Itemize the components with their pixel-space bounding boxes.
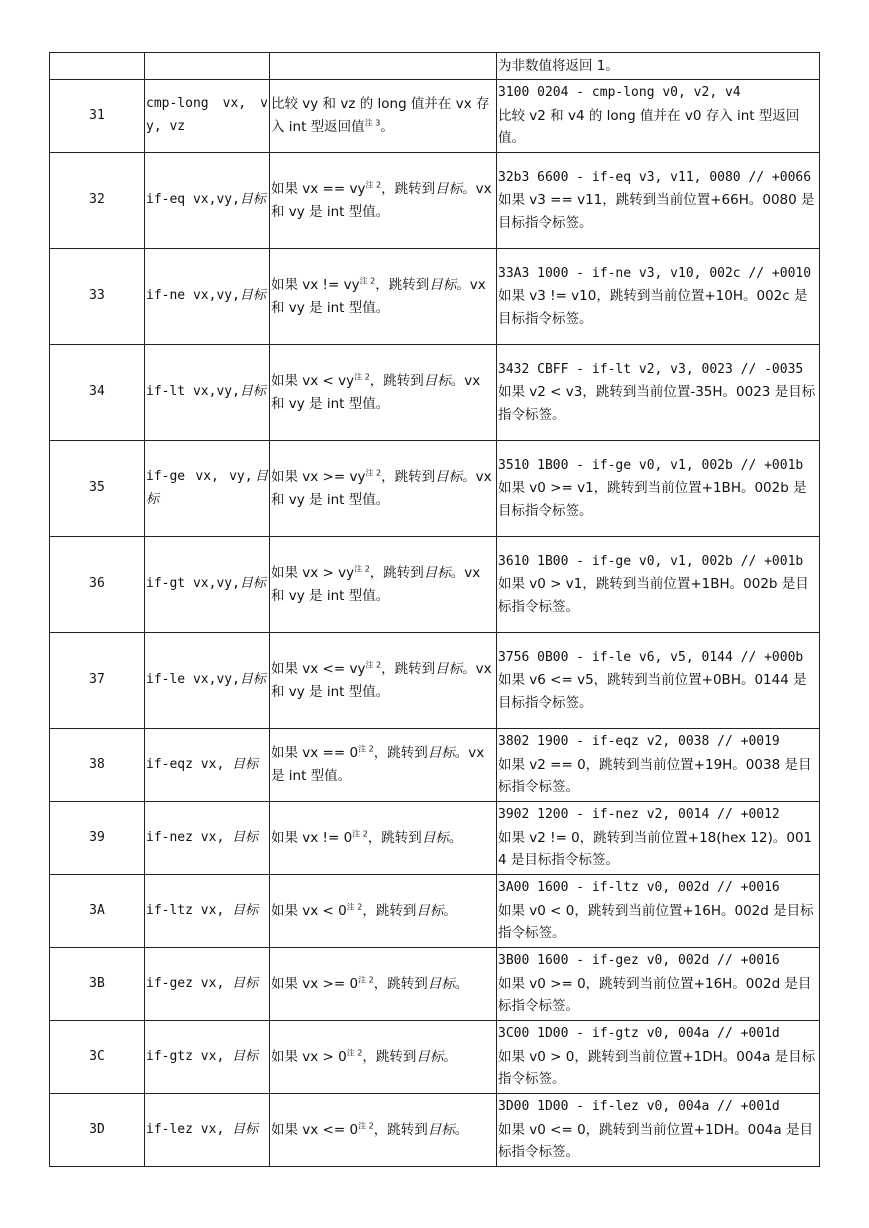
syntax-text: if-le vx,vy, bbox=[146, 672, 240, 688]
description-cell bbox=[270, 948, 497, 1021]
description-cell bbox=[270, 729, 497, 802]
description-cell bbox=[270, 80, 497, 153]
syntax-text: if-gez vx, bbox=[146, 975, 233, 991]
condition-text: 如果 vx > 0 bbox=[271, 1048, 347, 1065]
target-text: 目标 bbox=[423, 372, 451, 389]
description-tail: 。vx 和 vy 是 int 型值。 bbox=[271, 660, 492, 700]
footnote-mark: 注 2 bbox=[365, 660, 382, 670]
example-code: 32b3 6600 - if-eq v3, v11, 0080 // +0066 bbox=[498, 169, 812, 185]
table-row bbox=[50, 80, 820, 153]
jump-text: ，跳转到 bbox=[381, 468, 436, 485]
example-code: 3610 1B00 - if-ge v0, v1, 002b // +001b bbox=[498, 553, 804, 569]
target-text: 目标 bbox=[435, 180, 463, 197]
target-text: 目标 bbox=[427, 1121, 455, 1138]
target-text: 目标 bbox=[427, 975, 455, 992]
syntax-cell bbox=[145, 802, 270, 875]
jump-text: ，跳转到 bbox=[367, 829, 422, 846]
description-tail: 。vx 和 vy 是 int 型值。 bbox=[271, 276, 486, 316]
footnote-mark: 注 2 bbox=[358, 744, 374, 754]
example-text: 如果 v6 <= v5，跳转到当前位置+0BH。0144 是目标指令标签。 bbox=[498, 672, 807, 711]
syntax-cell bbox=[145, 53, 270, 80]
description-cell bbox=[270, 345, 497, 441]
example-cell bbox=[497, 729, 820, 802]
condition-text: 如果 vx >= 0 bbox=[271, 975, 359, 992]
syntax-target: 目标 bbox=[232, 975, 259, 991]
description-cell bbox=[270, 249, 497, 345]
description-tail: 。 bbox=[380, 119, 394, 135]
description-tail: 。vx 和 vy 是 int 型值。 bbox=[271, 468, 492, 508]
syntax-text: if-lez vx, bbox=[146, 1121, 233, 1137]
jump-text: ，跳转到 bbox=[373, 1121, 428, 1138]
example-cell bbox=[497, 948, 820, 1021]
footnote-mark: 注 2 bbox=[365, 180, 382, 190]
example-code: 3B00 1600 - if-gez v0, 002d // +0016 bbox=[498, 953, 780, 969]
description-tail: 。 bbox=[454, 1121, 469, 1138]
description-tail: 。vx 和 vy 是 int 型值。 bbox=[271, 564, 481, 604]
opcode-cell: 35 bbox=[50, 441, 145, 537]
condition-text: 如果 vx == vy bbox=[271, 180, 366, 197]
opcode-cell: 31 bbox=[50, 80, 145, 153]
description-tail: 。 bbox=[454, 975, 469, 992]
footnote-mark: 注 2 bbox=[354, 564, 370, 574]
syntax-target: 目标 bbox=[232, 829, 259, 845]
description-tail: 。 bbox=[448, 829, 463, 846]
description-cell bbox=[270, 441, 497, 537]
syntax-text: if-gtz vx, bbox=[146, 1048, 233, 1064]
syntax-cell bbox=[145, 633, 270, 729]
description-tail: 。 bbox=[443, 1048, 457, 1065]
description-cell bbox=[270, 53, 497, 80]
example-text: 如果 v2 < v3，跳转到当前位置-35H。0023 是目标指令标签。 bbox=[498, 384, 816, 423]
jump-text: ，跳转到 bbox=[381, 660, 436, 677]
syntax-target: 目标 bbox=[239, 384, 266, 400]
table-row bbox=[50, 1094, 820, 1167]
jump-text: ，跳转到 bbox=[362, 902, 417, 919]
table-row bbox=[50, 53, 820, 80]
syntax-target: 目标 bbox=[239, 192, 266, 208]
jump-text: ，跳转到 bbox=[373, 745, 428, 762]
condition-text: 如果 vx >= vy bbox=[271, 468, 366, 485]
footnote-mark: 注 3 bbox=[364, 118, 381, 128]
example-code: 3902 1200 - if-nez v2, 0014 // +0012 bbox=[498, 807, 780, 823]
example-text: 如果 v0 >= v1，跳转到当前位置+1BH。002b 是目标指令标签。 bbox=[498, 480, 807, 519]
description-cell bbox=[270, 633, 497, 729]
opcode-cell: 37 bbox=[50, 633, 145, 729]
example-code: 3432 CBFF - if-lt v2, v3, 0023 // -0035 bbox=[498, 361, 804, 377]
opcode-cell: 39 bbox=[50, 802, 145, 875]
jump-text: ，跳转到 bbox=[369, 372, 424, 389]
opcode-cell bbox=[50, 53, 145, 80]
description-cell bbox=[270, 153, 497, 249]
syntax-cell bbox=[145, 1094, 270, 1167]
footnote-mark: 注 2 bbox=[358, 975, 374, 985]
opcode-cell: 3A bbox=[50, 875, 145, 948]
example-cell: 为非数值将返回 1。 bbox=[497, 53, 820, 80]
opcode-cell: 3D bbox=[50, 1094, 145, 1167]
table-row bbox=[50, 153, 820, 249]
description-cell bbox=[270, 1021, 497, 1094]
example-text: 如果 v3 != v10，跳转到当前位置+10H。002c 是目标指令标签。 bbox=[498, 288, 808, 327]
jump-text: ，跳转到 bbox=[373, 975, 428, 992]
table-row bbox=[50, 633, 820, 729]
condition-text: 如果 vx < 0 bbox=[271, 902, 347, 919]
example-cell bbox=[497, 345, 820, 441]
table-row bbox=[50, 537, 820, 633]
syntax-cell bbox=[145, 1021, 270, 1094]
jump-text: ，跳转到 bbox=[369, 564, 424, 581]
description-cell bbox=[270, 802, 497, 875]
description-tail: 。vx 和 vy 是 int 型值。 bbox=[271, 372, 481, 412]
syntax-target: 目标 bbox=[232, 756, 259, 772]
example-cell bbox=[497, 633, 820, 729]
footnote-mark: 注 2 bbox=[365, 468, 382, 478]
example-cell bbox=[497, 1094, 820, 1167]
condition-text: 如果 vx == 0 bbox=[271, 745, 359, 762]
example-text: 如果 v0 > v1，跳转到当前位置+1BH。002b 是目标指令标签。 bbox=[498, 576, 809, 615]
syntax-target: 目标 bbox=[232, 1121, 259, 1137]
footnote-mark: 注 2 bbox=[359, 276, 376, 286]
syntax-text: if-nez vx, bbox=[146, 829, 233, 845]
syntax-target: 目标 bbox=[239, 576, 266, 592]
syntax-text: if-ge vx, vy, bbox=[146, 468, 253, 484]
target-text: 目标 bbox=[423, 564, 451, 581]
jump-text: ，跳转到 bbox=[375, 276, 430, 293]
footnote-mark: 注 2 bbox=[354, 372, 370, 382]
example-cell bbox=[497, 153, 820, 249]
description-text: 比较 vy 和 vz 的 long 值并在 vx 存入 int 型返回值 bbox=[271, 96, 490, 135]
table-row bbox=[50, 345, 820, 441]
example-text: 如果 v0 <= 0，跳转到当前位置+1DH。004a 是目标指令标签。 bbox=[498, 1121, 813, 1161]
example-cell bbox=[497, 441, 820, 537]
example-text: 如果 v0 >= 0，跳转到当前位置+16H。002d 是目标指令标签。 bbox=[498, 975, 812, 1015]
opcode-cell: 3B bbox=[50, 948, 145, 1021]
syntax-target: 目标 bbox=[232, 1048, 259, 1064]
example-code: 3A00 1600 - if-ltz v0, 002d // +0016 bbox=[498, 880, 780, 896]
example-text: 如果 v3 == v11，跳转到当前位置+66H。0080 是目标指令标签。 bbox=[498, 192, 815, 231]
example-text: 如果 v0 < 0，跳转到当前位置+16H。002d 是目标指令标签。 bbox=[498, 902, 814, 942]
condition-text: 如果 vx > vy bbox=[271, 564, 355, 581]
opcode-cell: 33 bbox=[50, 249, 145, 345]
jump-text: ，跳转到 bbox=[362, 1048, 417, 1065]
target-text: 目标 bbox=[427, 745, 455, 762]
opcode-cell: 32 bbox=[50, 153, 145, 249]
opcode-cell: 34 bbox=[50, 345, 145, 441]
syntax-cell bbox=[145, 875, 270, 948]
syntax-target: 目标 bbox=[239, 288, 266, 304]
syntax-cell bbox=[145, 537, 270, 633]
condition-text: 如果 vx <= vy bbox=[271, 660, 366, 677]
description-tail: 。vx 是 int 型值。 bbox=[271, 745, 485, 784]
example-code: 3756 0B00 - if-le v6, v5, 0144 // +000b bbox=[498, 649, 804, 665]
footnote-mark: 注 2 bbox=[346, 902, 363, 912]
syntax-cell bbox=[145, 153, 270, 249]
description-cell bbox=[270, 537, 497, 633]
footnote-mark: 注 2 bbox=[352, 829, 368, 839]
condition-text: 如果 vx <= 0 bbox=[271, 1121, 359, 1138]
example-cell bbox=[497, 875, 820, 948]
condition-text: 如果 vx != vy bbox=[271, 276, 360, 293]
example-code: 3C00 1D00 - if-gtz v0, 004a // +001d bbox=[498, 1026, 780, 1042]
condition-text: 如果 vx < vy bbox=[271, 372, 355, 389]
syntax-text: if-eqz vx, bbox=[146, 756, 233, 772]
target-text: 目标 bbox=[416, 902, 444, 919]
table-row bbox=[50, 729, 820, 802]
example-text: 如果 v0 > 0，跳转到当前位置+1DH。004a 是目标指令标签。 bbox=[498, 1048, 816, 1088]
target-text: 目标 bbox=[421, 829, 449, 846]
table-row bbox=[50, 948, 820, 1021]
syntax-target: 目标 bbox=[239, 672, 266, 688]
footnote-mark: 注 2 bbox=[358, 1121, 374, 1131]
example-code: 3510 1B00 - if-ge v0, v1, 002b // +001b bbox=[498, 457, 804, 473]
target-text: 目标 bbox=[435, 660, 463, 677]
syntax-cell: cmp-long vx, vy, vz bbox=[145, 80, 270, 153]
syntax-text: if-ltz vx, bbox=[146, 902, 233, 918]
example-text: 比较 v2 和 v4 的 long 值并在 v0 存入 int 型返回值。 bbox=[498, 107, 800, 147]
example-cell bbox=[497, 802, 820, 875]
opcode-table bbox=[49, 52, 820, 1167]
example-code: 3802 1900 - if-eqz v2, 0038 // +0019 bbox=[498, 734, 780, 750]
condition-text: 如果 vx != 0 bbox=[271, 829, 353, 846]
description-tail: 。vx 和 vy 是 int 型值。 bbox=[271, 180, 492, 220]
target-text: 目标 bbox=[429, 276, 457, 293]
example-cell bbox=[497, 537, 820, 633]
table-row bbox=[50, 875, 820, 948]
target-text: 目标 bbox=[416, 1048, 444, 1065]
table-row bbox=[50, 249, 820, 345]
syntax-cell bbox=[145, 345, 270, 441]
example-text: 如果 v2 != 0，跳转到当前位置+18(hex 12)。0014 是目标指令标签。 bbox=[498, 829, 813, 869]
table-row bbox=[50, 441, 820, 537]
syntax-cell bbox=[145, 441, 270, 537]
syntax-cell bbox=[145, 948, 270, 1021]
syntax-target: 目标 bbox=[146, 468, 268, 507]
opcode-cell: 38 bbox=[50, 729, 145, 802]
footnote-mark: 注 2 bbox=[346, 1048, 363, 1058]
target-text: 目标 bbox=[435, 468, 463, 485]
example-cell bbox=[497, 249, 820, 345]
example-text: 如果 v2 == 0，跳转到当前位置+19H。0038 是目标指令标签。 bbox=[498, 756, 812, 796]
description-tail: 。 bbox=[443, 902, 457, 919]
syntax-text: if-gt vx,vy, bbox=[146, 576, 240, 592]
description-cell bbox=[270, 1094, 497, 1167]
example-cell bbox=[497, 1021, 820, 1094]
syntax-cell bbox=[145, 249, 270, 345]
syntax-text: if-lt vx,vy, bbox=[146, 384, 240, 400]
syntax-cell bbox=[145, 729, 270, 802]
syntax-text: if-ne vx,vy, bbox=[146, 288, 240, 304]
example-cell bbox=[497, 80, 820, 153]
example-code: 33A3 1000 - if-ne v3, v10, 002c // +0010 bbox=[498, 265, 812, 281]
description-cell bbox=[270, 875, 497, 948]
table-row bbox=[50, 1021, 820, 1094]
example-code: 3D00 1D00 - if-lez v0, 004a // +001d bbox=[498, 1099, 780, 1115]
example-code: 3100 0204 - cmp-long v0, v2, v4 bbox=[498, 85, 741, 101]
jump-text: ，跳转到 bbox=[381, 180, 436, 197]
syntax-target: 目标 bbox=[232, 902, 259, 918]
opcode-cell: 3C bbox=[50, 1021, 145, 1094]
syntax-text: if-eq vx,vy, bbox=[146, 192, 240, 208]
table-row bbox=[50, 802, 820, 875]
opcode-cell: 36 bbox=[50, 537, 145, 633]
